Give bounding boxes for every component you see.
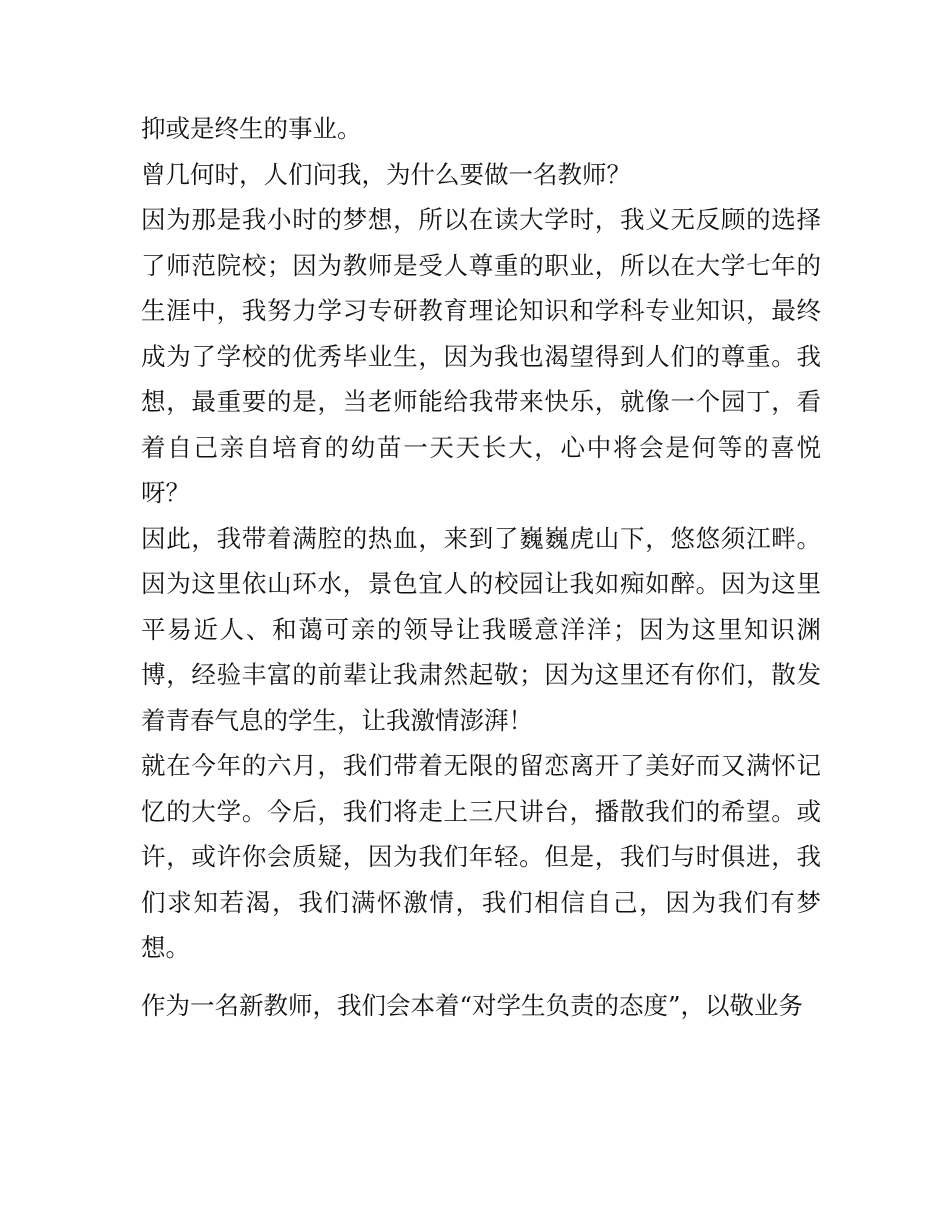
paragraph-1: 抑或是终生的事业。: [141, 114, 362, 143]
paragraph-5: 就在今年的六月，我们带着无限的留恋离开了美好而又满怀记忆的大学。今后，我们将走上三尺讲台，播散我们的希望。或许，或许你会质疑，因为我们年轻。但是，我们与时俱进，我们求知若渴，我们满怀激情，我们相信自己，因为我们有梦想。: [141, 751, 821, 962]
paragraph-2: 曾几何时，人们问我，为什么要做一名教师？: [141, 159, 631, 189]
paragraph-4: 因此，我带着满腔的热血，来到了巍巍虎山下，悠悠须江畔。因为这里依山环水，景色宜人的校园让我如痴如醉。因为这里平易近人、和蔼可亲的领导让我暖意洋洋；因为这里知识渊博，经验丰富的前辈让我肃然起敬；因为这里还有你们，散发着青春气息的学生，让我激情澎湃！: [141, 523, 821, 735]
document-body: [141, 106, 821, 1028]
paragraph-3: 因为那是我小时的梦想，所以在读大学时，我义无反顾的选择了师范院校；因为教师是受人尊重的职业，所以在大学七年的生涯中，我努力学习专研教育理论知识和学科专业知识，最终成为了学校的优秀毕业生，因为我也渴望得到人们的尊重。我想，最重要的是，当老师能给我带来快乐，就像一个园丁，看着自己亲自培育的幼苗一天天长大，心中将会是何等的喜悦呀？: [141, 205, 821, 507]
paragraph-6: 作为一名新教师，我们会本着“对学生负责的态度”，以敬业务: [141, 990, 804, 1020]
